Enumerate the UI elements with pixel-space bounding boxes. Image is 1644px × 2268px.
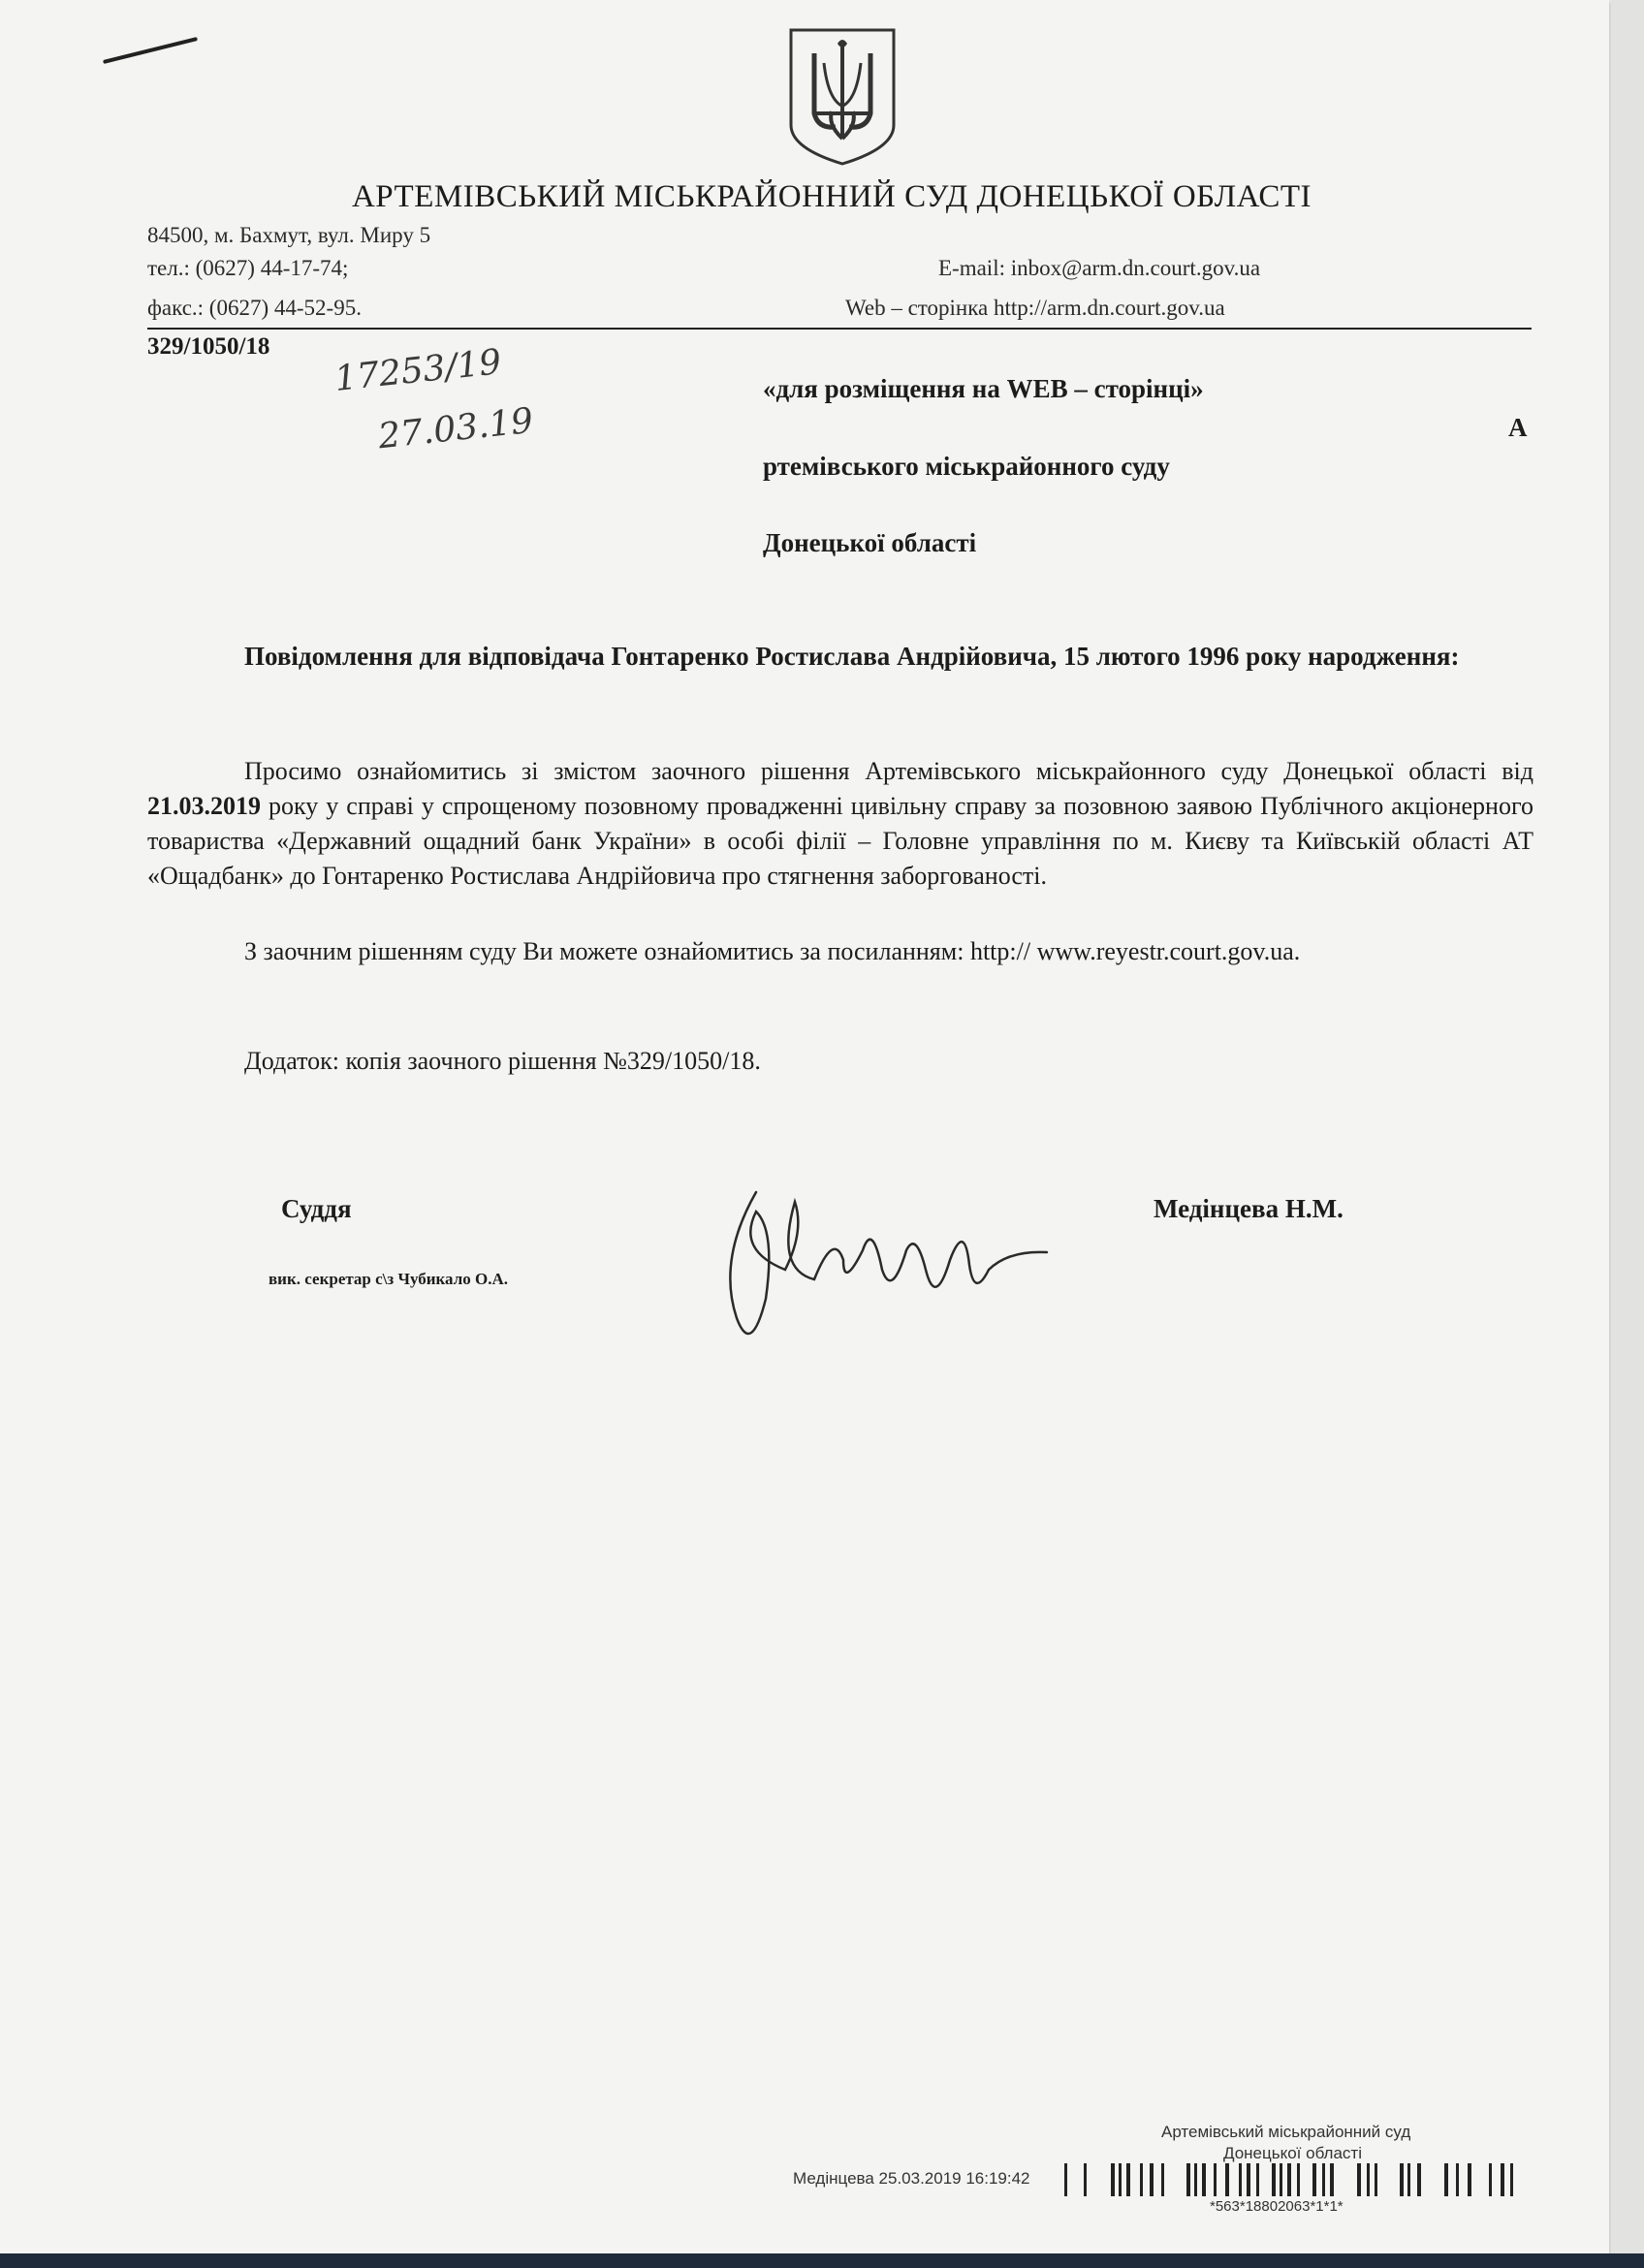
attachment-line: Додаток: копія заочного рішення №329/1050/18. [244, 1047, 761, 1075]
notice-paragraph-1 [147, 754, 1533, 894]
notice-heading: Повідомлення для відповідача Гонтаренко Ростислава Андрійовича, 15 лютого 1996 року народження: [244, 642, 1460, 671]
barcode [1064, 2163, 1539, 2196]
signature-role: Суддя [281, 1194, 352, 1223]
stamp-court-line-2: Донецької області [1223, 2144, 1362, 2162]
scan-bottom-edge [0, 2253, 1644, 2268]
court-phone: тел.: (0627) 44-17-74; [147, 256, 349, 280]
court-fax: факс.: (0627) 44-52-95. [147, 296, 362, 320]
judge-name: Медінцева Н.М. [1154, 1194, 1344, 1223]
executor-line: вик. секретар с\з Чубикало О.А. [269, 1270, 508, 1288]
incoming-number-handwritten: 17253/19 [332, 342, 504, 399]
addressee-line-2: ртемівського міськрайонного суду [763, 452, 1170, 481]
paragraph-text: року у справі у спрощеному позовному провадженні цивільну справу за позовною заявою Публічного акціонерного товариства «Державний ощадний банк України» в особі філії – Головне управління по м. Києву та Київській області АТ «Ощадбанк» до Гонтаренко Ростислава Андрійовича про стягнення заборгованості. [147, 792, 1533, 890]
stamp-court-line-1: Артемівський міськрайонний суд [1161, 2123, 1411, 2141]
barcode-text: *563*18802063*1*1* [1210, 2198, 1344, 2215]
decision-date: 21.03.2019 [147, 792, 261, 820]
header-divider [147, 328, 1532, 330]
addressee-line-3: Донецької області [763, 528, 977, 557]
court-email: E-mail: inbox@arm.dn.court.gov.ua [938, 256, 1261, 280]
paragraph-text: Просимо ознайомитись зі змістом заочного рішення Артемівського міськрайонного суду Донецької області від [244, 757, 1533, 785]
coat-of-arms-icon [785, 24, 900, 168]
court-website: Web – сторінка http://arm.dn.court.gov.ua [845, 296, 1225, 320]
stamp-user-datetime: Медінцева 25.03.2019 16:19:42 [793, 2169, 1030, 2188]
addressee-line-1: «для розміщення на WEB – сторінці» [763, 374, 1204, 403]
notice-paragraph-2: З заочним рішенням суду Ви можете ознайомитись за посиланням: http:// www.reyestr.court.gov.ua. [244, 937, 1301, 965]
court-address: 84500, м. Бахмут, вул. Миру 5 [147, 223, 431, 247]
court-name: АРТЕМІВСЬКИЙ МІСЬКРАЙОННИЙ СУД ДОНЕЦЬКОЇ ОБЛАСТІ [351, 179, 1312, 214]
incoming-date-handwritten: 27.03.19 [376, 400, 536, 457]
handwritten-signature [698, 1173, 1076, 1367]
scan-edge [1611, 0, 1644, 2253]
addressee-letter: А [1508, 413, 1528, 442]
case-number: 329/1050/18 [147, 333, 270, 360]
